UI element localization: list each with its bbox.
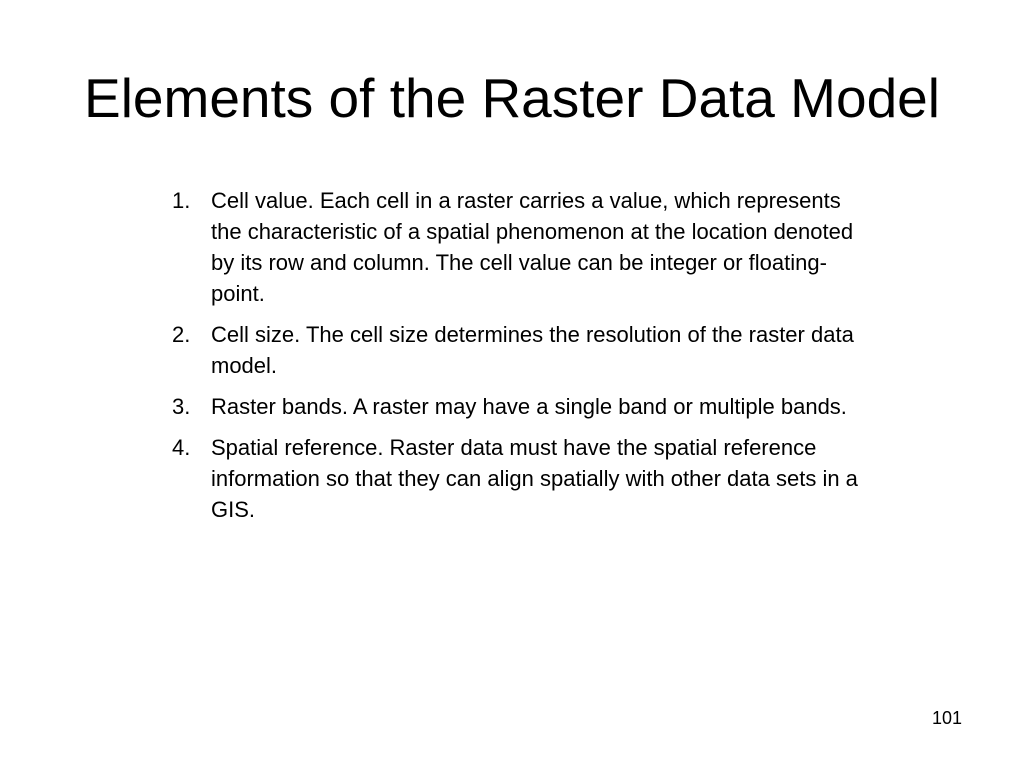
list-item	[172, 432, 872, 525]
numbered-list	[172, 185, 872, 535]
list-item	[172, 391, 872, 422]
list-item-number: 3.	[172, 394, 191, 419]
page-number: 101	[931, 708, 962, 728]
list-item-number: 1.	[172, 188, 191, 213]
list-item-text: Raster bands. A raster may have a single band or multiple bands.	[211, 394, 847, 419]
list-item	[172, 185, 872, 309]
list-item-text: Cell value. Each cell in a raster carries a value, which represents the characteristic of a spatial phenomenon at the location denoted by its row and column. The cell value can be integer or floating-point.	[211, 188, 854, 306]
list-item	[172, 319, 872, 381]
list-item-number: 2.	[172, 322, 191, 347]
list-item-text: Spatial reference. Raster data must have the spatial reference information so that they can align spatially with other data sets in a GIS.	[211, 435, 858, 522]
slide-title: Elements of the Raster Data Model	[84, 67, 940, 129]
list-item-text: Cell size. The cell size determines the resolution of the raster data model.	[211, 322, 854, 378]
list-item-number: 4.	[172, 435, 191, 460]
